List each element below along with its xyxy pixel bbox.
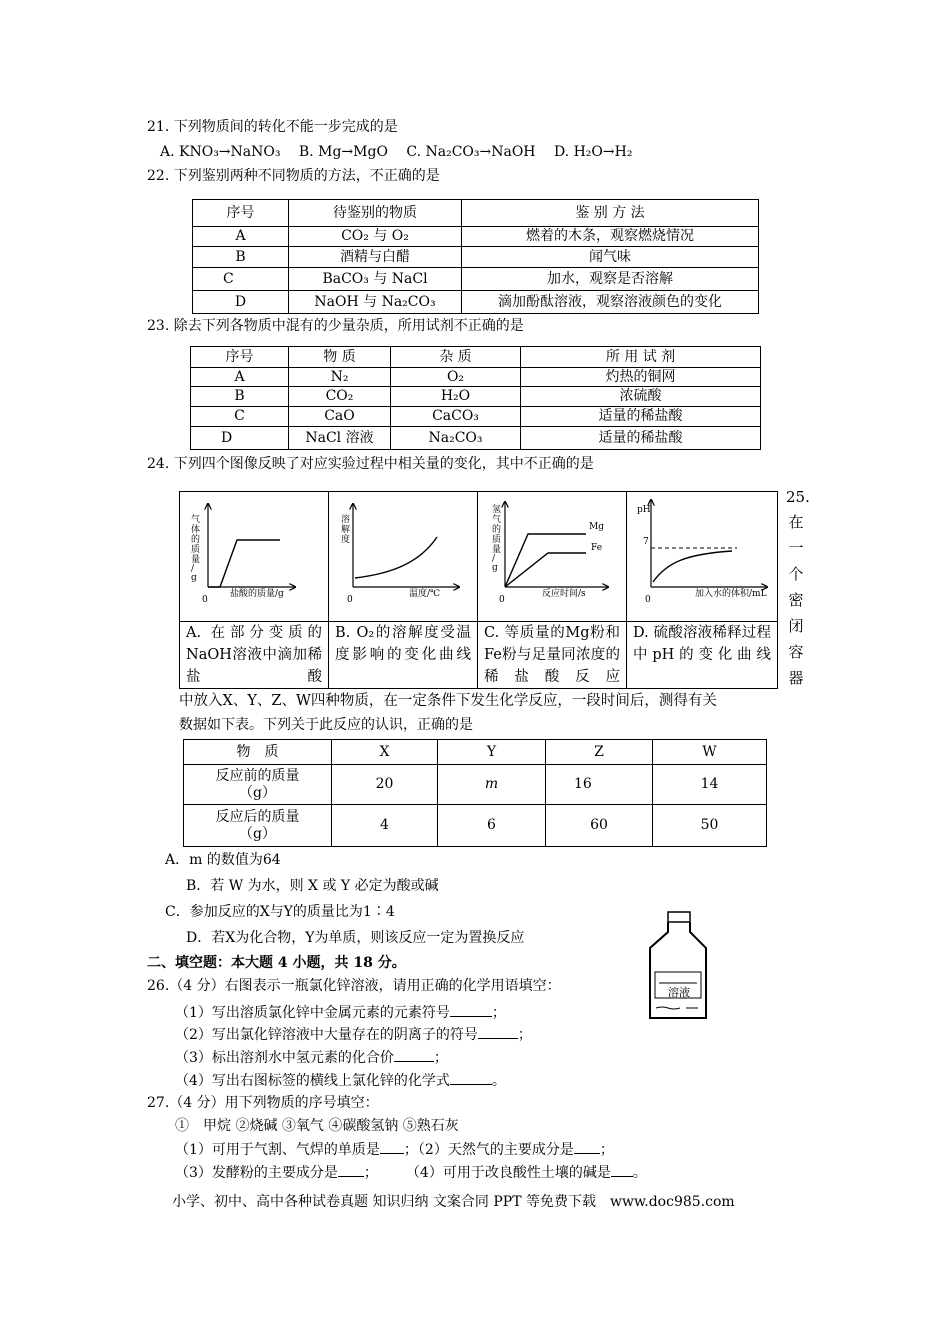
q26-item-text: （2）写出氯化锌溶液中大量存在的阴离子的符号: [175, 1027, 478, 1043]
row-label-line: 反应后的质量: [215, 808, 300, 825]
table-header: 序号: [191, 347, 289, 368]
answer-blank[interactable]: [574, 1139, 600, 1154]
q27-stem: 27.（4 分）用下列物质的序号填空：: [147, 1095, 379, 1111]
table-cell: 适量的稀盐酸: [521, 427, 761, 450]
table-cell: A: [193, 227, 289, 247]
q25-option-a: A．m 的数值为64: [165, 852, 281, 868]
graph-b-svg: [329, 492, 477, 616]
label-text: 溶液: [668, 986, 690, 999]
table-cell: 燃着的木条，观察燃烧情况: [462, 227, 759, 247]
origin-label: 0: [645, 595, 651, 605]
table-header: 鉴 别 方 法: [462, 200, 759, 227]
table-header: X: [332, 740, 438, 765]
q25-option-d: D．若X为化合物，Y为单质，则该反应一定为置换反应: [186, 930, 525, 946]
liquid-wave: [656, 1007, 680, 1009]
table-header: 序号: [193, 200, 289, 227]
q27-text: （1）可用于气割、气焊的单质是: [175, 1142, 380, 1158]
q27-line-1: （1）可用于气割、气焊的单质是 ；（2）天然气的主要成分是 ；: [175, 1139, 614, 1159]
table-cell: 适量的稀盐酸: [521, 407, 761, 427]
table-header: Y: [438, 740, 546, 765]
q22-table: [192, 199, 759, 314]
q25-line2: 数据如下表。下列关于此反应的认识，正确的是: [179, 717, 473, 733]
q25-vchar: 容: [788, 643, 804, 661]
q25-option-c: C．参加反应的X与Y的质量比为1∶4: [165, 904, 395, 920]
y-char: 体: [191, 525, 201, 535]
y-char: 的: [191, 535, 201, 545]
q21-stem: 21. 下列物质间的转化不能一步完成的是: [147, 119, 398, 135]
q25-line1: 中放入X、Y、Z、W四种物质，在一定条件下发生化学反应，一段时间后，测得有关: [179, 693, 717, 709]
q25-vchar: 个: [788, 565, 804, 583]
x-axis-label: 加入水的体积/mL: [695, 589, 767, 599]
graph-a-caption: A. 在部分变质的NaOH溶液中滴加稀盐酸: [180, 622, 329, 689]
table-cell: 16: [546, 765, 653, 805]
table-cell: B: [191, 387, 289, 407]
graph-b: [329, 492, 478, 622]
q25-vchar: 一: [788, 539, 804, 557]
y-char: g: [191, 573, 197, 583]
y-axis-label: pH: [637, 505, 651, 515]
graph-c: [478, 492, 627, 622]
q26-item-text: （3）标出溶剂水中氢元素的化合价: [175, 1050, 394, 1066]
table-cell: O₂: [391, 368, 521, 387]
q22-stem: 22. 下列鉴别两种不同物质的方法，不正确的是: [147, 168, 440, 184]
graph-d: [627, 492, 778, 622]
table-cell: D: [191, 427, 289, 450]
table-cell: 灼热的铜网: [521, 368, 761, 387]
y-axis-label: [191, 513, 200, 583]
table-header: 物 质: [289, 347, 391, 368]
x-axis-label: 温度/℃: [409, 589, 441, 599]
answer-blank[interactable]: [450, 1070, 492, 1085]
q26-item-text: （1）写出溶质氯化锌中金属元素的元素符号: [175, 1005, 450, 1021]
graph-a: [180, 492, 329, 622]
table-cell: N₂: [289, 368, 391, 387]
q25-vchar: 器: [788, 669, 804, 687]
y-char: /: [492, 554, 496, 564]
y-char: 量: [492, 545, 502, 555]
table-header: W: [653, 740, 767, 765]
table-cell: CaCO₃: [391, 407, 521, 427]
y-char: 氢: [492, 505, 502, 515]
table-cell: 4: [332, 805, 438, 847]
table-cell: H₂O: [391, 387, 521, 407]
row-label: [184, 805, 332, 847]
series-label-mg: Mg: [589, 522, 604, 532]
graph-a-svg: [180, 492, 328, 616]
table-cell: BaCO₃ 与 NaCl: [289, 268, 462, 291]
table-cell: 酒精与白醋: [289, 247, 462, 268]
table-cell: 50: [653, 805, 767, 847]
section-2-heading: 二、填空题：本大题 4 小题，共 18 分。: [147, 955, 406, 971]
table-header: Z: [546, 740, 653, 765]
q27-text: （3）发酵粉的主要成分是: [175, 1165, 338, 1181]
q27-text: （4）可用于改良酸性土壤的碱是: [412, 1165, 611, 1181]
q27-line-2: （3）发酵粉的主要成分是 ； （4）可用于改良酸性土壤的碱是 。: [175, 1162, 647, 1182]
q27-choices: ① 甲烷 ②烧碱 ③氧气 ④碳酸氢钠 ⑤熟石灰: [175, 1118, 459, 1134]
graph-c-caption: C. 等质量的Mg粉和Fe粉与足量同浓度的稀盐酸反应: [478, 622, 627, 689]
q25-number: 25.: [786, 488, 810, 506]
table-header: 待鉴别的物质: [289, 200, 462, 227]
table-header: 杂 质: [391, 347, 521, 368]
q25-vchar: 闭: [788, 617, 804, 635]
q21-options: A. KNO₃→NaNO₃ B. Mg→MgO C. Na₂CO₃→NaOH D. H₂O→H₂: [160, 144, 633, 160]
curve: [208, 540, 280, 587]
table-cell: 60: [546, 805, 653, 847]
table-cell: NaCl 溶液: [289, 427, 391, 450]
table-cell: m: [438, 765, 546, 805]
table-cell: C: [193, 268, 289, 291]
curve-mg: [505, 534, 586, 587]
curve: [355, 537, 437, 578]
table-cell: D: [193, 291, 289, 314]
q26-item-2: （2）写出氯化锌溶液中大量存在的阴离子的符号 ；: [175, 1024, 532, 1044]
y-char: 溶: [341, 515, 351, 525]
q24-stem: 24. 下列四个图像反映了对应实验过程中相关量的变化，其中不正确的是: [147, 456, 594, 472]
y-char: 气: [492, 515, 502, 525]
table-cell: 闻气味: [462, 247, 759, 268]
row-label: [184, 765, 332, 805]
x-axis-label: 盐酸的质量/g: [230, 589, 284, 599]
table-cell: Na₂CO₃: [391, 427, 521, 450]
graph-d-caption: D. 硫酸溶液稀释过程中pH的变化曲线: [627, 622, 778, 689]
row-label-unit: （g）: [239, 825, 276, 842]
table-cell: 浓硫酸: [521, 387, 761, 407]
table-header: 物 质: [184, 740, 332, 765]
table-cell: CaO: [289, 407, 391, 427]
q23-table: [190, 346, 761, 450]
table-cell: 14: [653, 765, 767, 805]
answer-blank[interactable]: [380, 1139, 404, 1154]
answer-blank[interactable]: [478, 1024, 518, 1039]
table-cell: 6: [438, 805, 546, 847]
q25-table: [183, 739, 767, 847]
q26-item-1: （1）写出溶质氯化锌中金属元素的元素符号 ；: [175, 1002, 506, 1022]
bottle-illustration: [640, 910, 716, 1026]
bottle-cap: [668, 912, 690, 922]
q25-option-b: B．若 W 为水，则 X 或 Y 必定为酸或碱: [186, 878, 439, 894]
x-axis-label: 反应时间/s: [542, 589, 586, 599]
y-char: /: [191, 564, 195, 574]
table-cell: NaOH 与 Na₂CO₃: [289, 291, 462, 314]
graph-b-caption: B. O₂的溶解度受温度影响的变化曲线: [329, 622, 478, 689]
y-char: 气: [191, 515, 201, 525]
y-char: 的: [492, 525, 502, 535]
table-cell: 加水，观察是否溶解: [462, 268, 759, 291]
table-header: 所 用 试 剂: [521, 347, 761, 368]
q26-item-3: （3）标出溶剂水中氢元素的化合价 ；: [175, 1047, 448, 1067]
ph7-mark: 7: [643, 537, 649, 547]
table-cell: CO₂: [289, 387, 391, 407]
y-char: 质: [492, 535, 502, 545]
graph-d-svg: [627, 492, 777, 616]
q26-stem: 26.（4 分）右图表示一瓶氯化锌溶液，请用正确的化学用语填空：: [147, 978, 561, 994]
table-cell: 滴加酚酞溶液，观察溶液颜色的变化: [462, 291, 759, 314]
table-cell: A: [191, 368, 289, 387]
y-axis-label: [341, 513, 350, 545]
table-cell: B: [193, 247, 289, 268]
page-footer: 小学、初中、高中各种试卷真题 知识归纳 文案合同 PPT 等免费下载 www.doc985.com: [172, 1194, 735, 1210]
curve: [653, 551, 732, 582]
q25-vchar: 密: [788, 591, 804, 609]
q26-item-text: （4）写出右图标签的横线上氯化锌的化学式: [175, 1073, 450, 1089]
y-char: 质: [191, 545, 201, 555]
series-label-fe: Fe: [591, 543, 603, 553]
answer-blank[interactable]: [611, 1162, 633, 1177]
answer-blank[interactable]: [394, 1047, 434, 1062]
bottle-body: [650, 922, 706, 1018]
answer-blank[interactable]: [338, 1162, 364, 1177]
answer-blank[interactable]: [450, 1002, 492, 1017]
q25-vchar: 在: [788, 513, 804, 531]
y-char: 度: [341, 535, 351, 545]
q23-stem: 23. 除去下列各物质中混有的少量杂质，所用试剂不正确的是: [147, 318, 524, 334]
table-cell: 20: [332, 765, 438, 805]
y-axis-label: [492, 503, 501, 573]
table-cell: C: [191, 407, 289, 427]
y-char: g: [492, 563, 498, 573]
q26-item-4: （4）写出右图标签的横线上氯化锌的化学式 。: [175, 1070, 506, 1090]
q27-text: ；（2）天然气的主要成分是: [403, 1142, 574, 1158]
q24-graphs-table: [179, 491, 778, 689]
origin-label: 0: [347, 595, 353, 605]
row-label-line: 反应前的质量: [215, 767, 300, 784]
origin-label: 0: [499, 595, 505, 605]
origin-label: 0: [202, 595, 208, 605]
y-char: 解: [341, 525, 351, 535]
row-label-unit: （g）: [239, 784, 276, 801]
graph-c-svg: [478, 492, 626, 616]
y-char: 量: [191, 555, 201, 565]
table-cell: CO₂ 与 O₂: [289, 227, 462, 247]
